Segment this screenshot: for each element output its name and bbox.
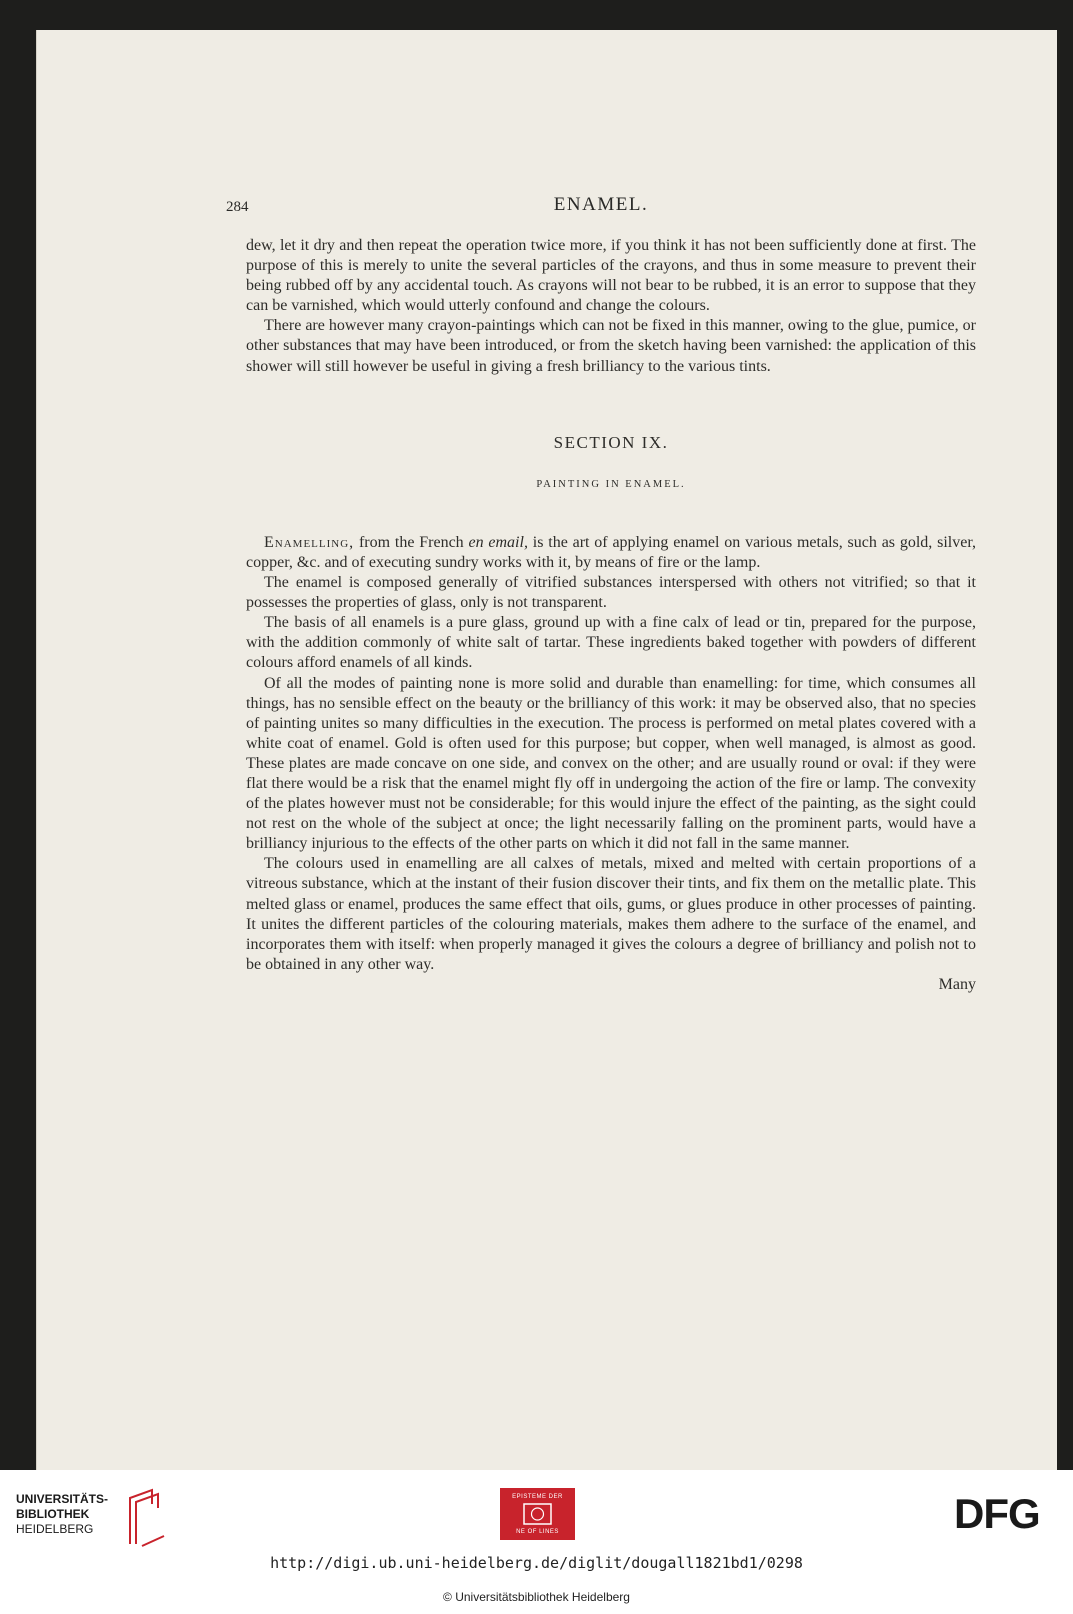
page-header [226,194,976,224]
lead-word: Enamelling, [264,533,355,551]
library-mark-icon [126,1488,166,1548]
paragraph: dew, let it dry and then repeat the operation twice more, if you think it has not been sufficiently done at first. The purpose of this is merely to unite the several particles of the crayons, and thus in some measure to prevent their being rubbed off by any accidental touch. As crayons will not bear to be rubbed, it is an error to suppose that they can be varnished, which would utterly confound and change the colours. [246,237,976,315]
copyright-notice: © Universitätsbibliothek Heidelberg [443,1590,630,1604]
paragraph: There are however many crayon-paintings which can not be fixed in this manner, owing to the glue, pumice, or other substances that may have been introduced, or from the sketch having been varnished: the application of this shower will still however be useful in giving a fresh brilliancy to the various tints. [246,317,976,375]
text-run: from the French [354,533,469,551]
section-subheading: PAINTING IN ENAMEL. [536,478,686,490]
paragraph [246,533,976,573]
catchword: Many [938,975,976,993]
dfg-logo[interactable]: DFG [954,1490,1040,1537]
library-name [16,1492,108,1537]
university-library-logo[interactable] [16,1488,176,1548]
library-line: HEIDELBERG [16,1522,94,1536]
running-head: ENAMEL. [553,194,649,215]
episteme-top-text: EPISTEME DER [512,1494,563,1500]
page-number: 284 [226,199,249,215]
paragraph: The colours used in enamelling are all calxes of metals, mixed and melted with certain proportions of a vitreous substance, which at the instant of their fusion discover their tints, and fix them on the metallic plate. This melted glass or enamel, produces the same effect that oils, gums, or glues produce in other processes of painting. It unites the different particles of the colouring materials, makes them adhere to the surface of the enamel, and incorporates them with itself: when properly managed it gives the colours a degree of brilliancy and polish not to be obtained in any other way. [246,855,976,973]
italic-term: en email, [468,533,528,551]
viewer-footer [0,1470,1073,1614]
episteme-bottom-text: NE OF LINES [516,1529,559,1535]
paragraph: Of all the modes of painting none is more solid and durable than enamelling: for time, which consumes all things, has no sensible effect on the beauty or the brilliancy of this work: it may be observed also, that no species of painting unites so many difficulties in the execution. The process is performed on metal plates covered with a white coat of enamel. Gold is often used for this purpose; but copper, when well managed, is almost as good. These plates are made concave on one side, and convex on the other; and are usually round or oval: if they were flat there would be a risk that the enamel might fly off in undergoing the action of the fire or lamp. The convexity of the plates however must not be considerable; for this would injure the effect of the painting, as the sight could not rest on the whole of the subject at once; the light necessarily falling on the prominent parts, would have a brilliancy injurious to the effects of the other parts on which it did not fall in the same manner. [246,674,976,853]
library-line: UNIVERSITÄTS- [16,1492,109,1506]
library-line: BIBLIOTHEK [16,1507,90,1521]
section-heading: SECTION IX. [553,432,669,452]
body-text [246,236,976,995]
text-run: is the art of applying enamel on various metals, such as gold, silver, copper, &c. and of executing sundry works with it, by means of fire or the lamp. [246,533,976,571]
paragraph: The enamel is composed generally of vitrified substances interspersed with others not vitrified; so that it possesses the properties of glass, only is not transparent. [246,574,976,612]
episteme-logo[interactable] [500,1488,575,1540]
paragraph: The basis of all enamels is a pure glass, ground up with a fine calx of lead or tin, prepared for the purpose, with the addition commonly of white salt of tartar. These ingredients baked together with powders of different colours afford enamels of all kinds. [246,614,976,672]
permalink-url[interactable]: http://digi.ub.uni-heidelberg.de/diglit/dougall1821bd1/0298 [270,1554,803,1572]
